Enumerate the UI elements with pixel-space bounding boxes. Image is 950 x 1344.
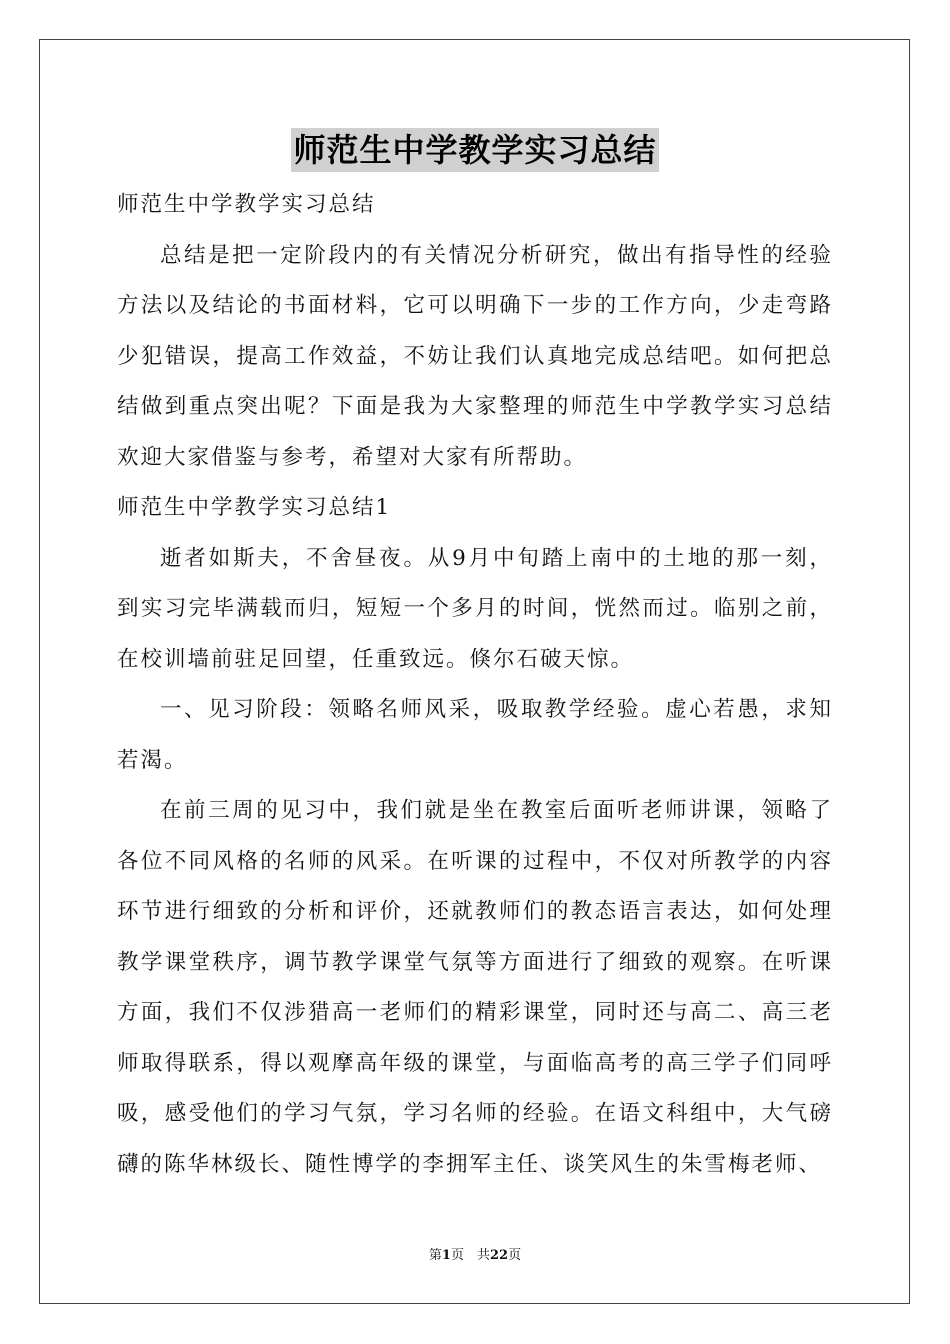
paragraph: 逝者如斯夫，不舍昼夜。从9月中旬踏上南中的土地的那一刻，到实习完毕满载而归，短短一个多月的时间，恍然而过。临别之前，在校训墙前驻足回望，任重致远。倏尔石破天惊。 bbox=[117, 545, 833, 672]
paragraph: 一、见习阶段：领略名师风采，吸取教学经验。虚心若愚，求知若渴。 bbox=[117, 697, 833, 773]
footer-page-suffix: 页 bbox=[508, 1248, 522, 1263]
paragraph: 总结是把一定阶段内的有关情况分析研究，做出有指导性的经验方法以及结论的书面材料，它可以明确下一步的工作方向，少走弯路少犯错误，提高工作效益，不妨让我们认真地完成总结吧。如何把总结做到重点突出呢？下面是我为大家整理的师范生中学教学实习总结欢迎大家借鉴与参考，希望对大家有所帮助。 bbox=[117, 242, 833, 470]
document-title: 师范生中学教学实习总结 bbox=[291, 128, 658, 172]
footer-page-total: 22 bbox=[489, 1248, 509, 1263]
paragraph: 师范生中学教学实习总结1 bbox=[117, 495, 392, 520]
document-body bbox=[117, 180, 833, 1190]
paragraph: 师范生中学教学实习总结 bbox=[117, 192, 376, 217]
page-footer bbox=[0, 1246, 950, 1266]
paragraph: 在前三周的见习中，我们就是坐在教室后面听老师讲课，领略了各位不同风格的名师的风采。在听课的过程中，不仅对所教学的内容环节进行细致的分析和评价，还就教师们的教态语言表达，如何处理教学课堂秩序，调节教学课堂气氛等方面进行了细致的观察。在听课方面，我们不仅涉猎高一老师们的精彩课堂，同时还与高二、高三老师取得联系，得以观摩高年级的课堂，与面临高考的高三学子们同呼吸，感受他们的学习气氛，学习名师的经验。在语文科组中，大气磅礴的陈华林级长、随性博学的李拥军主任、谈笑风生的朱雪梅老师、 bbox=[117, 798, 833, 1177]
footer-page-prefix: 第 bbox=[428, 1248, 442, 1263]
footer-page-mid: 页 共 bbox=[450, 1248, 490, 1263]
footer-page-current: 1 bbox=[441, 1248, 451, 1263]
title-container bbox=[0, 128, 950, 172]
